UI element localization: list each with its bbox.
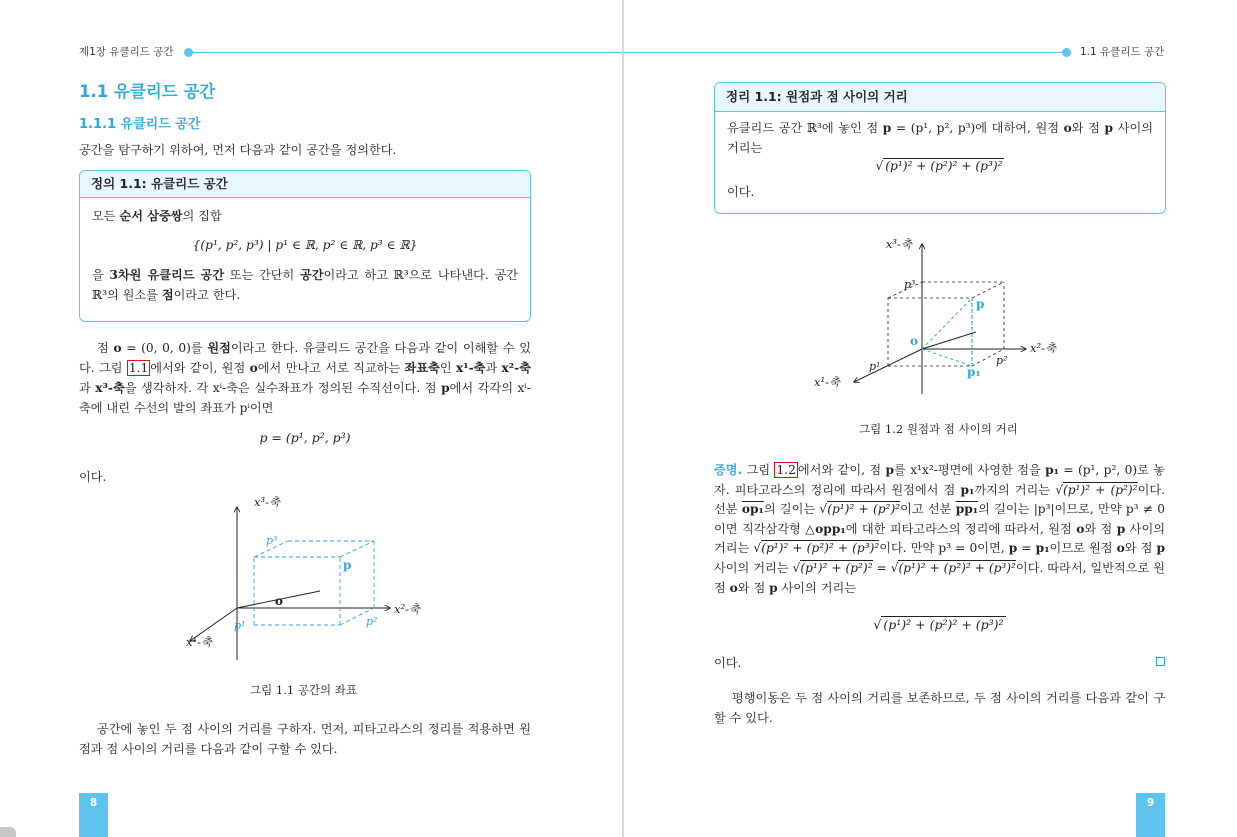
x2-axis-label: x²-축 [394, 602, 421, 616]
distance-paragraph: 공간에 놓인 두 점 사이의 거리를 구하자. 먼저, 피타고라스의 정리를 적용하면 원점과 점 사이의 거리를 다음과 같이 구할 수 있다. [79, 722, 531, 756]
definition-box [79, 170, 531, 322]
x1-axis-back [922, 332, 976, 349]
x1-axis-label: x¹-축 [186, 635, 213, 649]
point-p1-label: p₁ [967, 365, 981, 379]
definition-body [80, 198, 530, 305]
proof-formula: √ (p¹)² + (p²)² + (p³)² [873, 617, 1004, 632]
theorem-statement: 유클리드 공간 ℝ³에 놓인 점 p = (p¹, p², p³)에 대하여, 원점 o와 점 p 사이의 거리는 [727, 121, 1153, 155]
x3-axis-label: x³-축 [254, 495, 281, 509]
origin-label: o [910, 334, 919, 348]
definition-line1: 모든 순서 삼중쌍의 집합 [92, 209, 222, 223]
proof-paragraph: 증명. 그림 1.2 에서와 같이, 점 p를 x¹x²-평면에 사영한 점을 p₁ = (p¹, p², 0)로 놓자. 피타고라스의 정리에 따라서 원점에서 점 p₁까지의 거리는 √(p¹)² + (p²)²이다. 선분 op₁의 길이는 √(p¹)² + (p²)²이고 선분 pp₁의 길이는 |p³|이므로, 만약 p³ ≠ 0이면 직각삼각형 △opp₁에 대한 피타고라스의 정리에 따라서, 원점 o와 점 p 사이의 거리는 √(p¹)² + (p²)² + (p³)²이다. 만약 p³ = 0이면, p = p₁이므로 원점 o와 점 p 사이의 거리는 √(p¹)² + (p²)² = √(p¹)² + (p²)² + (p³)²이다. 따라서, 일반적으로 원점 o와 점 p 사이의 거리는 [714, 463, 1166, 595]
p3-label: p³ [904, 278, 916, 291]
proof-end: 이다. [714, 656, 742, 670]
origin-label: o [275, 594, 284, 608]
corner-tab [0, 827, 16, 837]
page-number-left: 8 [79, 793, 108, 837]
p2-label: p² [366, 615, 378, 628]
set-equation: {(p¹, p², p³) | p¹ ∈ ℝ, p² ∈ ℝ, p³ ∈ ℝ} [192, 238, 418, 252]
theorem-body [715, 112, 1165, 202]
figure-1-2-caption: 그림 1.2 원점과 점 사이의 거리 [859, 422, 1018, 436]
definition-text: 을 3차원 유클리드 공간 또는 간단히 공간이라고 하고 ℝ³으로 나타낸다. 공간 ℝ³의 원소를 점이라고 한다. [92, 268, 519, 302]
figure-1-1 [170, 495, 440, 665]
qed-symbol [1156, 657, 1165, 666]
header-rule [191, 52, 622, 53]
right-running-header: 1.1 유클리드 공간 [1080, 46, 1165, 58]
right-page [624, 0, 1237, 837]
theorem-title: 정리 1.1: 원점과 점 사이의 거리 [715, 83, 1165, 112]
point-p-label: p [343, 558, 352, 572]
section-title: 1.1 유클리드 공간 [79, 82, 216, 101]
p1-label: p¹ [234, 619, 246, 632]
figure-1-1-caption: 그림 1.1 공간의 좌표 [250, 683, 358, 697]
x3-axis-label: x³-축 [885, 237, 912, 251]
header-dot-right [1062, 48, 1071, 57]
p2-label: p² [996, 354, 1008, 367]
translation-paragraph: 평행이동은 두 점 사이의 거리를 보존하므로, 두 점 사이의 거리를 다음과 같이 구할 수 있다. [714, 691, 1165, 725]
figure-ref-link[interactable]: 1.2 [776, 463, 796, 477]
header-rule-right [624, 52, 1065, 53]
p3-label: p³ [266, 534, 278, 547]
left-running-header: 제1장 유클리드 공간 [79, 46, 174, 58]
subsection-title: 1.1.1 유클리드 공간 [79, 117, 201, 132]
theorem-box [714, 82, 1166, 214]
definition-title: 정의 1.1: 유클리드 공간 [80, 171, 530, 198]
origin-paragraph: 점 o = (0, 0, 0)를 원점이라고 한다. 유클리드 공간을 다음과 같이 이해할 수 있다. 그림 1.1 에서와 같이, 원점 o에서 만나고 서로 직교하는 좌표축인 x¹-축과 x²-축과 x³-축을 생각하자. 각 xⁱ-축은 실수좌표가 정의된 수직선이다. 점 p에서 각각의 xⁱ-축에 내린 수선의 발의 좌표가 pⁱ이면 [79, 341, 531, 415]
figure-1-2 [814, 236, 1064, 396]
page-number-right: 9 [1136, 793, 1165, 837]
projection-lines [922, 298, 972, 366]
coordinate-box [254, 541, 374, 625]
x1-axis-label: x¹-축 [814, 375, 841, 389]
p-equation-after: 이다. [79, 470, 107, 484]
point-p-label: p [976, 297, 985, 311]
theorem-formula: √ (p¹)² + (p²)² + (p³)² [875, 159, 1003, 173]
coordinate-box [888, 282, 1004, 366]
x2-axis-label: x²-축 [1030, 341, 1057, 355]
figure-ref-link[interactable]: 1.1 [128, 361, 149, 375]
intro-text: 공간을 탐구하기 위하여, 먼저 다음과 같이 공간을 정의한다. [79, 143, 397, 157]
theorem-end: 이다. [727, 185, 755, 199]
p1-label: p¹ [869, 360, 881, 373]
p-equation: p = (p¹, p², p³) [259, 430, 351, 445]
